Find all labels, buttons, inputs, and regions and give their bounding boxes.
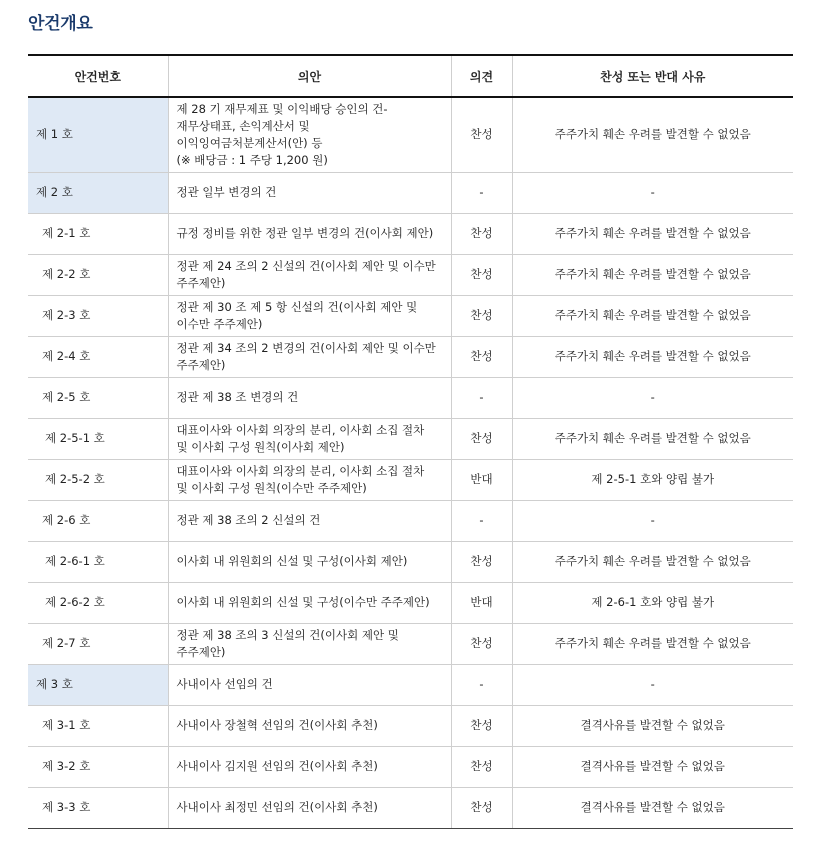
agenda-reason: - (512, 664, 793, 705)
table-row (28, 459, 793, 500)
table-row (28, 418, 793, 459)
agenda-opinion: 찬성 (451, 213, 512, 254)
agenda-reason: 결격사유를 발견할 수 없었음 (512, 705, 793, 746)
agenda-item (168, 541, 451, 582)
agenda-reason: 주주가치 훼손 우려를 발견할 수 없었음 (512, 541, 793, 582)
agenda-reason: 제 2-5-1 호와 양립 불가 (512, 459, 793, 500)
agenda-table (28, 54, 793, 829)
agenda-opinion: - (451, 172, 512, 213)
agenda-opinion: 찬성 (451, 746, 512, 787)
agenda-item (168, 418, 451, 459)
agenda-reason: 주주가치 훼손 우려를 발견할 수 없었음 (512, 254, 793, 295)
agenda-opinion: - (451, 377, 512, 418)
agenda-item (168, 705, 451, 746)
table-row (28, 254, 793, 295)
agenda-item (168, 377, 451, 418)
table-row (28, 541, 793, 582)
agenda-opinion: 반대 (451, 582, 512, 623)
table-header-row (28, 55, 793, 97)
header-number: 안건번호 (28, 55, 168, 97)
agenda-number: 제 2-6 호 (28, 500, 168, 541)
agenda-opinion: 찬성 (451, 623, 512, 664)
agenda-number: 제 3-1 호 (28, 705, 168, 746)
header-reason: 찬성 또는 반대 사유 (512, 55, 793, 97)
agenda-opinion: 찬성 (451, 541, 512, 582)
header-opinion: 의견 (451, 55, 512, 97)
agenda-reason: - (512, 500, 793, 541)
agenda-opinion: 반대 (451, 459, 512, 500)
table-row (28, 172, 793, 213)
agenda-opinion: - (451, 500, 512, 541)
agenda-item (168, 500, 451, 541)
section-title: 안건개요 (28, 14, 93, 34)
agenda-number: 제 2-3 호 (28, 295, 168, 336)
agenda-item-line: 사내이사 선임의 건 (176, 677, 273, 691)
agenda-opinion: 찬성 (451, 97, 512, 172)
agenda-rows (28, 97, 793, 828)
table-row (28, 377, 793, 418)
agenda-reason: 주주가치 훼손 우려를 발견할 수 없었음 (512, 418, 793, 459)
table-row (28, 295, 793, 336)
agenda-opinion: 찬성 (451, 295, 512, 336)
agenda-number: 제 2-5-1 호 (28, 418, 168, 459)
agenda-number: 제 1 호 (28, 97, 168, 172)
agenda-number: 제 2-7 호 (28, 623, 168, 664)
agenda-item (168, 172, 451, 213)
agenda-item-line: 및 이사회 구성 원칙(이수만 주주제안) (176, 480, 367, 495)
agenda-item (168, 254, 451, 295)
agenda-item-line: 재무상태표, 손익계산서 및 (176, 118, 310, 133)
agenda-reason: 주주가치 훼손 우려를 발견할 수 없었음 (512, 213, 793, 254)
agenda-item-line: 정관 제 38 조 변경의 건 (176, 390, 299, 404)
agenda-item-line: 주주제안) (176, 275, 226, 290)
agenda-reason: 제 2-6-1 호와 양립 불가 (512, 582, 793, 623)
agenda-reason: - (512, 377, 793, 418)
agenda-reason: 주주가치 훼손 우려를 발견할 수 없었음 (512, 295, 793, 336)
agenda-item-line: (※ 배당금 : 1 주당 1,200 원) (176, 152, 328, 167)
agenda-number: 제 2-2 호 (28, 254, 168, 295)
header-item: 의안 (168, 55, 451, 97)
agenda-opinion: 찬성 (451, 336, 512, 377)
agenda-reason: 결격사유를 발견할 수 없었음 (512, 746, 793, 787)
agenda-item (168, 459, 451, 500)
table-row (28, 213, 793, 254)
agenda-item-line: 대표이사와 이사회 의장의 분리, 이사회 소집 절차 (176, 463, 425, 478)
table-row (28, 582, 793, 623)
agenda-reason: 주주가치 훼손 우려를 발견할 수 없었음 (512, 97, 793, 172)
agenda-item (168, 623, 451, 664)
agenda-reason: 주주가치 훼손 우려를 발견할 수 없었음 (512, 336, 793, 377)
agenda-opinion: 찬성 (451, 254, 512, 295)
agenda-item-line: 주주제안) (176, 644, 226, 659)
agenda-item-line: 규정 정비를 위한 정관 일부 변경의 건(이사회 제안) (176, 226, 434, 240)
agenda-item-line: 정관 제 30 조 제 5 항 신설의 건(이사회 제안 및 (176, 299, 418, 314)
agenda-number: 제 2-1 호 (28, 213, 168, 254)
table-row (28, 664, 793, 705)
table-row (28, 336, 793, 377)
agenda-number: 제 3 호 (28, 664, 168, 705)
table-row (28, 746, 793, 787)
agenda-opinion: 찬성 (451, 418, 512, 459)
agenda-item (168, 746, 451, 787)
agenda-number: 제 2 호 (28, 172, 168, 213)
agenda-item (168, 295, 451, 336)
agenda-item-line: 사내이사 최정민 선임의 건(이사회 추천) (176, 800, 378, 814)
agenda-reason: - (512, 172, 793, 213)
agenda-number: 제 2-4 호 (28, 336, 168, 377)
agenda-item (168, 582, 451, 623)
table-row (28, 787, 793, 828)
agenda-item-line: 이수만 주주제안) (176, 316, 263, 331)
agenda-item-line: 제 28 기 재무제표 및 이익배당 승인의 건- (176, 101, 388, 116)
agenda-number: 제 2-5-2 호 (28, 459, 168, 500)
agenda-item-line: 정관 제 34 조의 2 변경의 건(이사회 제안 및 이수만 (176, 340, 436, 355)
agenda-number: 제 2-6-2 호 (28, 582, 168, 623)
agenda-item-line: 주주제안) (176, 357, 226, 372)
agenda-item (168, 787, 451, 828)
agenda-item (168, 336, 451, 377)
agenda-item (168, 97, 451, 172)
agenda-item (168, 213, 451, 254)
agenda-item-line: 정관 제 38 조의 3 신설의 건(이사회 제안 및 (176, 627, 399, 642)
agenda-item-line: 이사회 내 위원회의 신설 및 구성(이수만 주주제안) (176, 595, 430, 609)
agenda-item-line: 정관 제 38 조의 2 신설의 건 (176, 513, 321, 527)
table-row (28, 705, 793, 746)
agenda-item-line: 정관 일부 변경의 건 (176, 185, 277, 199)
agenda-item-line: 사내이사 김지원 선임의 건(이사회 추천) (176, 759, 378, 773)
agenda-number: 제 3-2 호 (28, 746, 168, 787)
agenda-item-line: 이사회 내 위원회의 신설 및 구성(이사회 제안) (176, 554, 408, 568)
agenda-number: 제 3-3 호 (28, 787, 168, 828)
agenda-number: 제 2-5 호 (28, 377, 168, 418)
agenda-opinion: 찬성 (451, 705, 512, 746)
agenda-reason: 결격사유를 발견할 수 없었음 (512, 787, 793, 828)
agenda-number: 제 2-6-1 호 (28, 541, 168, 582)
table-row (28, 97, 793, 172)
agenda-reason: 주주가치 훼손 우려를 발견할 수 없었음 (512, 623, 793, 664)
agenda-item-line: 이익잉여금처분계산서(안) 등 (176, 135, 323, 150)
agenda-item-line: 사내이사 장철혁 선임의 건(이사회 추천) (176, 718, 378, 732)
agenda-item-line: 대표이사와 이사회 의장의 분리, 이사회 소집 절차 (176, 422, 425, 437)
table-row (28, 623, 793, 664)
agenda-item-line: 및 이사회 구성 원칙(이사회 제안) (176, 439, 345, 454)
agenda-opinion: - (451, 664, 512, 705)
table-row (28, 500, 793, 541)
agenda-item-line: 정관 제 24 조의 2 신설의 건(이사회 제안 및 이수만 (176, 258, 436, 273)
agenda-item (168, 664, 451, 705)
agenda-opinion: 찬성 (451, 787, 512, 828)
